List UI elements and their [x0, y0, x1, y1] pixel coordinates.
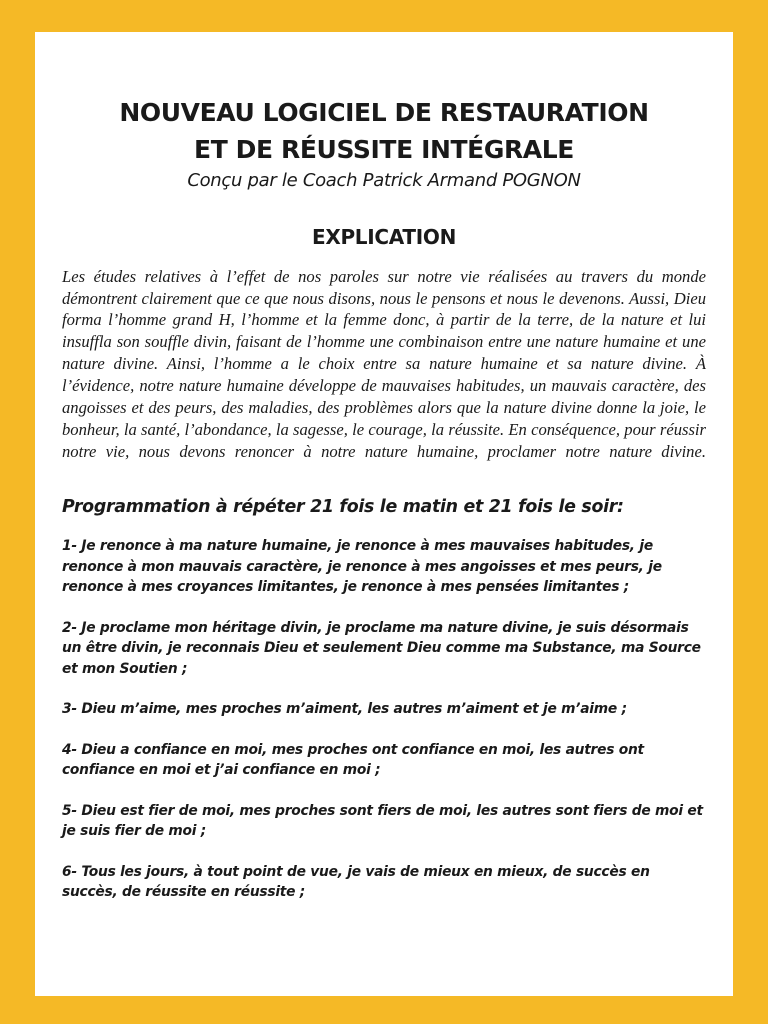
document-page — [35, 32, 733, 996]
programme-heading: Programmation à répéter 21 fois le matin et 21 fois le soir: — [62, 496, 624, 517]
title-line-2: ET DE RÉUSSITE INTÉGRALE — [194, 135, 574, 164]
affirmation-item-1: 1- Je renonce à ma nature humaine, je renonce à mes mauvaises habitudes, je renonce à mon mauvais caractère, je renonce à mes angoisses et mes peurs, je renonce à mes croyances limitantes, je renonce à mes pensées limitantes ; — [62, 538, 662, 596]
affirmation-item-5: 5- Dieu est fier de moi, mes proches sont fiers de moi, les autres sont fiers de moi et je suis fier de moi ; — [62, 802, 703, 840]
author-subtitle: Conçu par le Coach Patrick Armand POGNON — [187, 170, 581, 191]
affirmation-item-4: 4- Dieu a confiance en moi, mes proches ont confiance en moi, les autres ont confiance en moi et j’ai confiance en moi ; — [62, 741, 644, 779]
affirmation-list — [62, 536, 706, 903]
affirmation-item-2: 2- Je proclame mon héritage divin, je proclame ma nature divine, je suis désormais un être divin, je reconnais Dieu et seulement Dieu comme ma Substance, ma Source et mon Soutien ; — [62, 619, 701, 677]
affirmation-item-6: 6- Tous les jours, à tout point de vue, je vais de mieux en mieux, de succès en succès, de réussite en réussite ; — [62, 863, 650, 901]
title-line-1: NOUVEAU LOGICIEL DE RESTAURATION — [119, 98, 649, 127]
document-title — [62, 94, 706, 168]
explanation-heading: EXPLICATION — [311, 225, 457, 249]
affirmation-item-3: 3- Dieu m’aime, mes proches m’aiment, les autres m’aiment et je m’aime ; — [62, 701, 627, 718]
explanation-paragraph: Les études relatives à l’effet de nos paroles sur notre vie réalisées au travers du monde démontrent clairement que ce que nous disons, nous le pensons et nous le devenons. Aussi, Dieu forma l’homme grand H, l’homme et la femme donc, à partir de la terre, de la nature et lui insuffla son souffle divin, faisant de l’homme une combinaison entre une nature humaine et une nature divine. Ainsi, l’homme a le choix entre sa nature humaine et sa nature divine. À l’évidence, notre nature humaine développe de mauvaises habitudes, un mauvais caractère, des angoisses et des peurs, des maladies, des problèmes alors que la nature divine donne la joie, le bonheur, la santé, l’abondance, la sagesse, le courage, la réussite. En conséquence, pour réussir notre vie, nous devons renoncer à notre nature humaine, proclamer notre nature divine. — [62, 266, 706, 461]
